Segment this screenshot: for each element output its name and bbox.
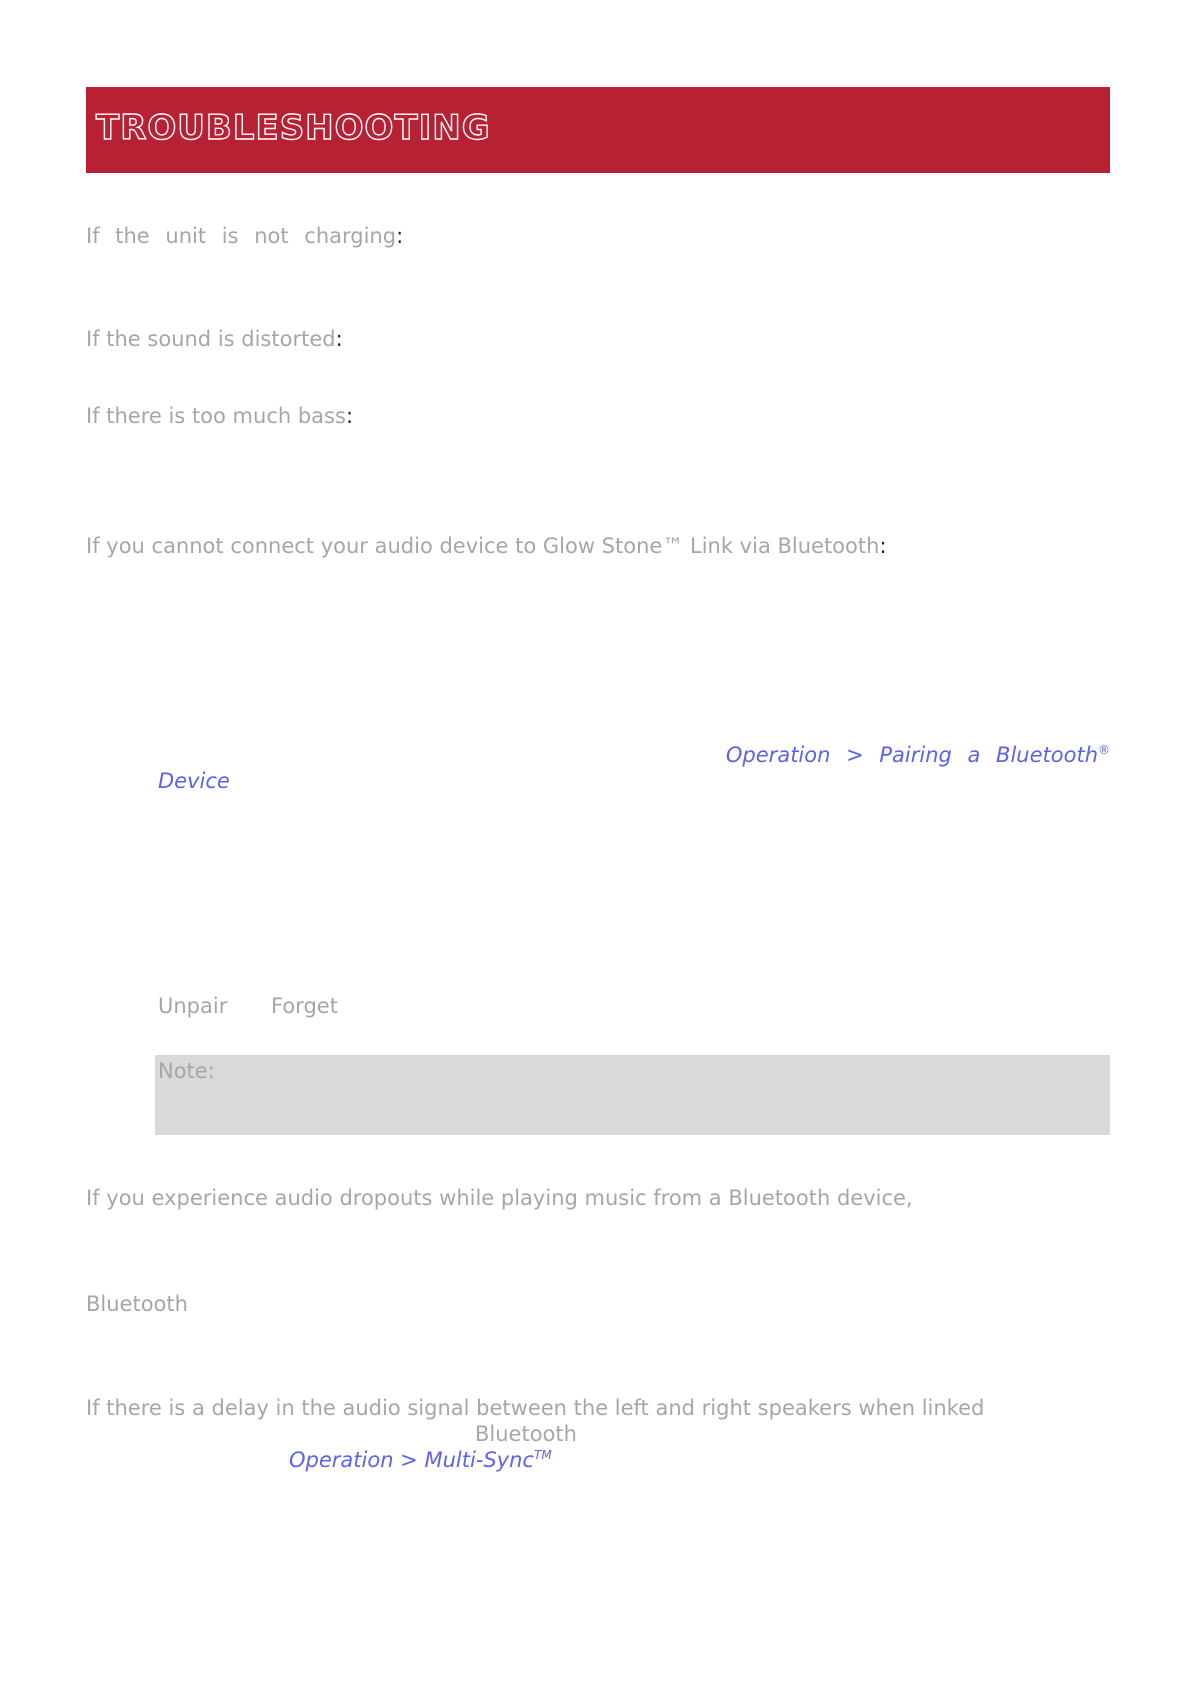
distorted-heading: If the sound is distorted: — [86, 327, 343, 351]
note-label: Note: — [158, 1059, 215, 1083]
dropouts-heading: If you experience audio dropouts while playing music from a Bluetooth device, — [86, 1186, 913, 1210]
bluetooth-connect-heading: If you cannot connect your audio device to Glow Stone™ Link via Bluetooth: — [86, 534, 887, 558]
delay-heading: If there is a delay in the audio signal between the left and right speakers when linked — [86, 1396, 985, 1420]
not-charging-heading: If the unit is not charging: — [86, 224, 404, 248]
link-multi-sync[interactable]: Operation > Multi-Sync™ — [289, 1448, 552, 1472]
page-title: TROUBLESHOOTING — [96, 108, 491, 148]
delay-bluetooth-label: Bluetooth — [475, 1422, 577, 1446]
unpair-label: Unpair — [158, 994, 228, 1018]
dropouts-bluetooth-label: Bluetooth — [86, 1292, 188, 1316]
link-pairing-device[interactable]: Device — [158, 769, 230, 793]
link-pairing-bluetooth[interactable]: Operation > Pairing a Bluetooth® — [725, 743, 1110, 767]
forget-label: Forget — [271, 994, 338, 1018]
bass-heading: If there is too much bass: — [86, 404, 354, 428]
note-box — [155, 1055, 1110, 1135]
